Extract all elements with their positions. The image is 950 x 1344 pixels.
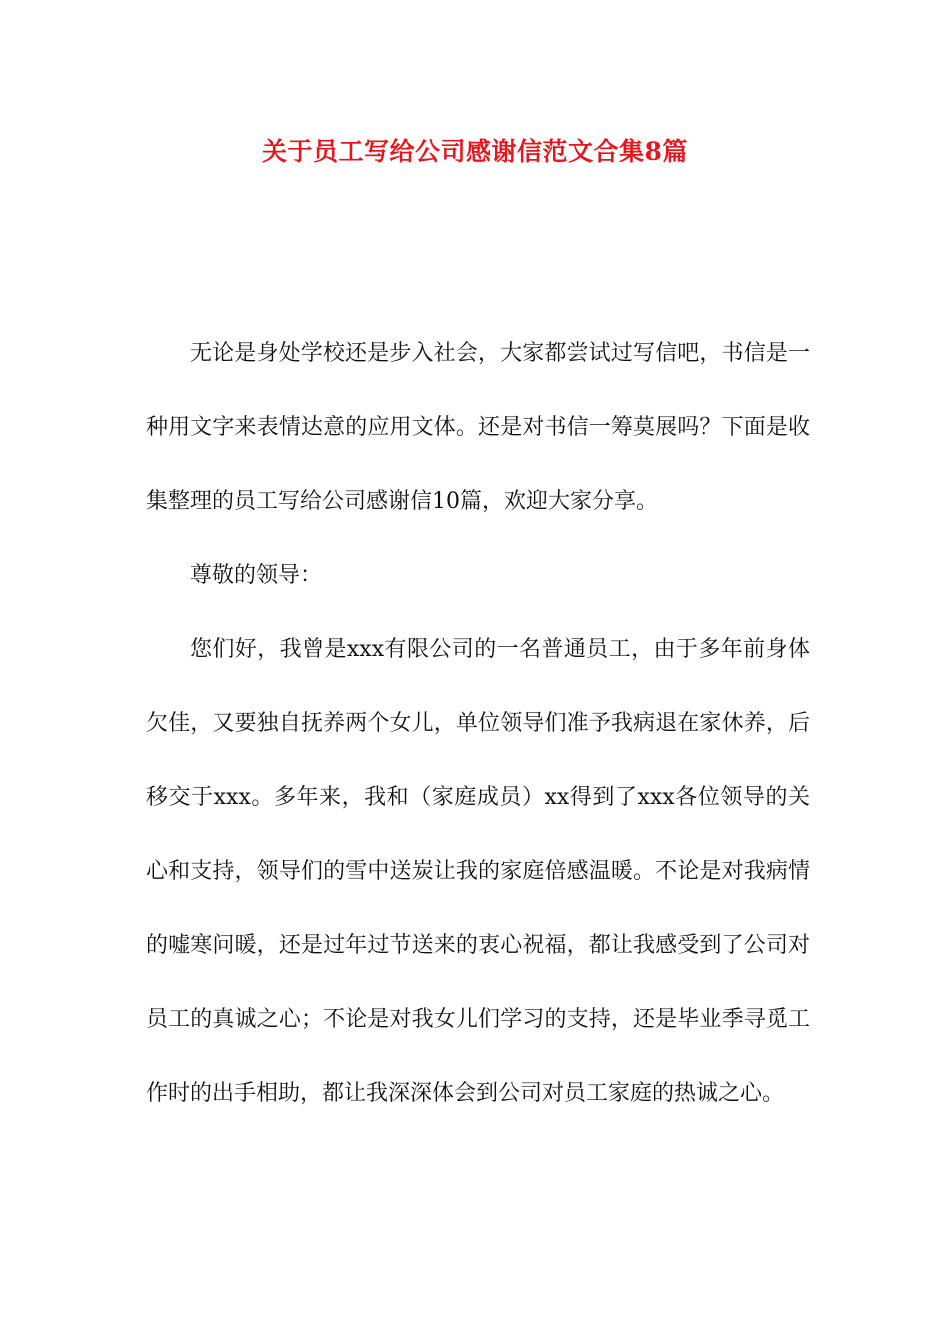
paragraph-letter-body: 您们好，我曾是xxx有限公司的一名普通员工，由于多年前身体欠佳，又要独自抚养两个女儿，单位领导们准予我病退在家休养，后移交于xxx。多年来，我和（家庭成员）xx得到了xxx各位领导的关心和支持，领导们的雪中送炭让我的家庭倍感温暖。不论是对我病情的嘘寒问暖，还是过年过节送来的衷心祝福，都让我感受到了公司对员工的真诚之心；不论是对我女儿们学习的支持，还是毕业季寻觅工作时的出手相助，都让我深深体会到公司对员工家庭的热诚之心。 bbox=[146, 637, 810, 1106]
document-title: 关于员工写给公司感谢信范文合集8篇 bbox=[262, 137, 688, 166]
document-body bbox=[146, 317, 810, 1131]
paragraph-intro: 无论是身处学校还是步入社会，大家都尝试过写信吧，书信是一种用文字来表情达意的应用文体。还是对书信一筹莫展吗？下面是收集整理的员工写给公司感谢信10篇，欢迎大家分享。 bbox=[146, 341, 810, 514]
paragraph-salutation: 尊敬的领导： bbox=[190, 563, 323, 588]
